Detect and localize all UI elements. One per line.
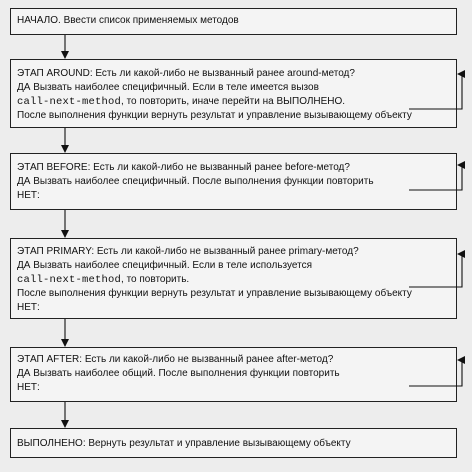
after-step-box <box>10 347 457 402</box>
after-no-label: НЕТ: <box>17 382 40 393</box>
primary-yes-action: ДА Вызвать наиболее специфичный. Если в теле используется <box>17 260 312 271</box>
around-repeat-text: , то повторить, иначе перейти на ВЫПОЛНЕНО. <box>121 96 346 107</box>
before-no-label: НЕТ: <box>17 190 40 201</box>
around-question: ЭТАП AROUND: Есть ли какой-либо не вызванный ранее around-метод? <box>17 68 355 79</box>
after-question: ЭТАП AFTER: Есть ли какой-либо не вызванный ранее after-метод? <box>17 354 334 365</box>
primary-question: ЭТАП PRIMARY: Есть ли какой-либо не вызванный ранее primary-метод? <box>17 246 359 257</box>
primary-return-text: После выполнения функции вернуть результат и управление вызывающему объекту <box>17 288 412 299</box>
around-yes-action: ДА Вызвать наиболее специфичный. Если в теле имеется вызов <box>17 82 319 93</box>
before-question: ЭТАП BEFORE: Есть ли какой-либо не вызванный ранее before-метод? <box>17 162 350 173</box>
primary-call-next-method-code: call-next-method <box>17 274 122 286</box>
done-step-text: ВЫПОЛНЕНО: Вернуть результат и управление вызывающему объекту <box>17 438 351 449</box>
start-step-text: НАЧАЛО. Ввести список применяемых методов <box>17 15 239 26</box>
around-return-text: После выполнения функции вернуть результат и управление вызывающему объекту <box>17 110 412 121</box>
primary-step-box <box>10 238 457 319</box>
around-repeat-line <box>17 95 450 109</box>
before-step-box <box>10 153 457 210</box>
around-call-next-method-code: call-next-method <box>17 96 122 108</box>
primary-repeat-line <box>17 273 450 287</box>
primary-no-label: НЕТ: <box>17 302 40 313</box>
primary-repeat-text: , то повторить. <box>121 274 190 285</box>
start-step-box <box>10 8 457 35</box>
around-step-box <box>10 59 457 128</box>
done-step-box <box>10 428 457 458</box>
after-yes-action: ДА Вызвать наиболее общий. После выполнения функции повторить <box>17 368 340 379</box>
before-yes-action: ДА Вызвать наиболее специфичный. После выполнения функции повторить <box>17 176 374 187</box>
